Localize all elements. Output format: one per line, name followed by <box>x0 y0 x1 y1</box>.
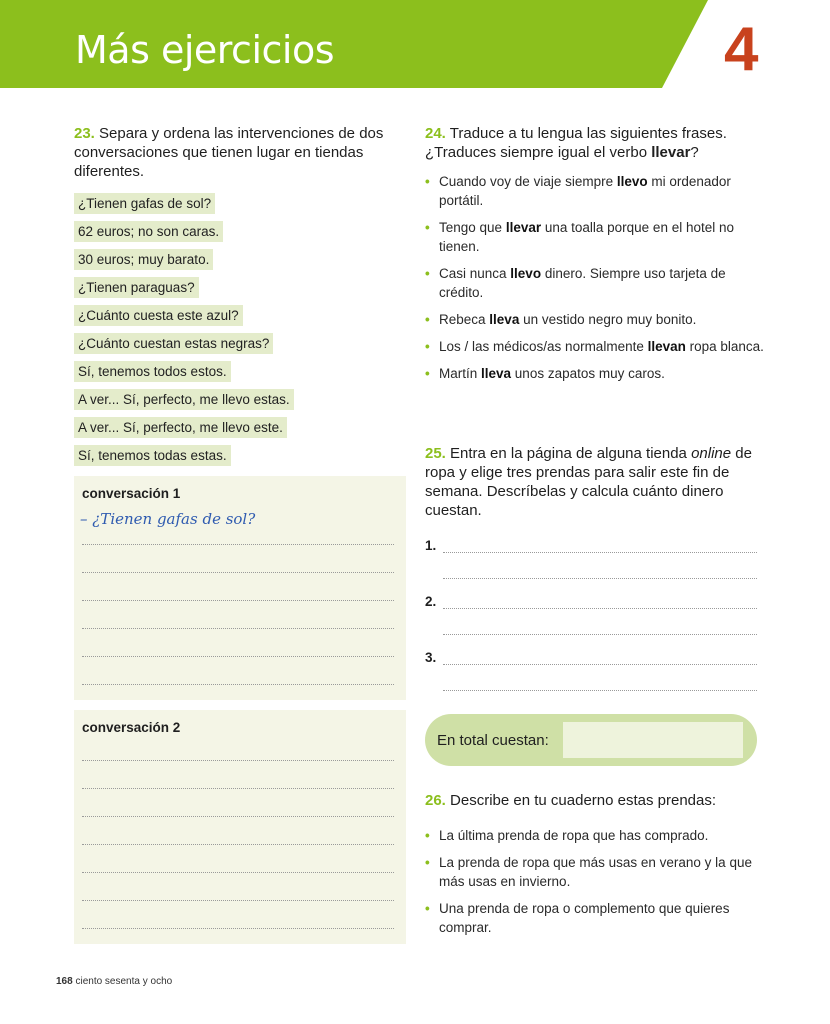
exercise-26-heading <box>425 791 761 810</box>
garment-list <box>425 826 761 937</box>
exercise-23-number: 23. <box>74 125 95 142</box>
exercise-26-instruction: Describe en tu cuaderno estas prendas: <box>450 792 717 809</box>
total-cost-input[interactable] <box>563 722 743 758</box>
list-item <box>74 361 404 389</box>
sentence-text: Casi nunca <box>439 266 511 281</box>
exercise-24-heading <box>425 124 765 162</box>
sentence-text: un vestido negro muy bonito. <box>519 312 697 327</box>
sentence-text: Cuando voy de viaje siempre <box>439 174 617 189</box>
sentence-verb: llevo <box>616 174 648 189</box>
answer-line[interactable] <box>82 684 394 685</box>
exercise-23-heading <box>74 124 404 181</box>
phrase-chip[interactable]: ¿Tienen gafas de sol? <box>74 193 215 214</box>
list-item <box>74 249 404 277</box>
exercise-24-number: 24. <box>425 125 446 142</box>
list-item <box>74 417 404 445</box>
exercise-24-instruction: Traduce a tu lengua las siguientes frases. ¿Traduces siempre igual el verbo <box>425 125 727 161</box>
sentence-verb: llevar <box>505 220 542 235</box>
conversation-1-example: – ¿Tienen gafas de sol? <box>80 510 256 528</box>
phrase-chip[interactable]: ¿Cuánto cuestan estas negras? <box>74 333 273 354</box>
exercise-25-number: 25. <box>425 445 446 462</box>
sentence-verb: llevo <box>510 266 542 281</box>
answer-number: 2. <box>425 594 437 609</box>
page-number: 168 <box>56 976 73 987</box>
list-item <box>425 337 765 356</box>
exercise-23-instruction: Separa y ordena las intervenciones de dos conversaciones que tienen lugar en tiendas diferentes. <box>74 125 384 180</box>
answer-line[interactable] <box>443 690 757 691</box>
list-item <box>74 193 404 221</box>
answer-line[interactable] <box>443 664 757 665</box>
answer-line[interactable] <box>82 872 394 873</box>
conversation-1-title: conversación 1 <box>82 486 181 501</box>
answer-line[interactable] <box>82 928 394 929</box>
phrase-chip[interactable]: Sí, tenemos todos estos. <box>74 361 231 382</box>
phrase-list <box>74 193 404 473</box>
answer-line[interactable] <box>82 600 394 601</box>
list-item <box>425 364 765 383</box>
answer-line[interactable] <box>443 552 757 553</box>
sentence-verb: lleva <box>489 312 520 327</box>
total-cost-label: En total cuestan: <box>437 732 549 749</box>
exercise-24 <box>425 124 765 391</box>
list-item: • Una prenda de ropa o complemento que quieres comprar. <box>425 899 761 937</box>
exercise-25-heading <box>425 444 761 520</box>
sentence-verb: lleva <box>481 366 512 381</box>
conversation-2-box <box>74 710 406 944</box>
exercise-23 <box>74 124 404 473</box>
answer-line[interactable] <box>82 760 394 761</box>
sentence-text: ropa blanca. <box>685 339 764 354</box>
exercise-26-number: 26. <box>425 792 446 809</box>
list-item: • La última prenda de ropa que has comprado. <box>425 826 761 845</box>
sentence-text: unos zapatos muy caros. <box>511 366 665 381</box>
list-item <box>74 221 404 249</box>
answer-line[interactable] <box>82 572 394 573</box>
answer-line[interactable] <box>82 628 394 629</box>
phrase-chip[interactable]: A ver... Sí, perfecto, me llevo estas. <box>74 389 294 410</box>
phrase-chip[interactable]: 62 euros; no son caras. <box>74 221 223 242</box>
list-item <box>425 218 765 256</box>
answer-number: 1. <box>425 538 437 553</box>
list-item: • La prenda de ropa que más usas en verano y la que más usas en invierno. <box>425 853 761 891</box>
sentence-verb: llevan <box>647 339 686 354</box>
answer-line[interactable] <box>443 634 757 635</box>
phrase-chip[interactable]: ¿Tienen paraguas? <box>74 277 199 298</box>
total-cost-box <box>425 714 757 766</box>
sentence-text: Martín <box>439 366 482 381</box>
answer-line[interactable] <box>82 816 394 817</box>
sentence-text: mi ordenador portátil. <box>439 174 731 208</box>
answer-line[interactable] <box>443 608 757 609</box>
exercise-26 <box>425 791 761 945</box>
phrase-chip[interactable]: Sí, tenemos todas estas. <box>74 445 231 466</box>
header-banner <box>0 0 830 90</box>
answer-line[interactable] <box>82 900 394 901</box>
page-title: Más ejercicios <box>75 28 334 72</box>
answer-line[interactable] <box>82 544 394 545</box>
list-item <box>74 277 404 305</box>
sentence-text: una toalla porque en el hotel no tienen. <box>439 220 734 254</box>
page-number-words: ciento sesenta y ocho <box>75 976 173 987</box>
sentence-text: dinero. Siempre uso tarjeta de crédito. <box>439 266 726 300</box>
list-item <box>74 333 404 361</box>
list-item <box>425 172 765 210</box>
answer-line[interactable] <box>82 788 394 789</box>
exercise-24-instruction-end: ? <box>690 144 699 161</box>
exercise-24-verb: llevar <box>651 144 691 161</box>
exercise-25-online: online <box>691 445 732 462</box>
sentence-list <box>425 172 765 383</box>
phrase-chip[interactable]: 30 euros; muy barato. <box>74 249 213 270</box>
conversation-2-title: conversación 2 <box>82 720 181 735</box>
phrase-chip[interactable]: ¿Cuánto cuesta este azul? <box>74 305 243 326</box>
list-item <box>74 445 404 473</box>
conversation-1-box <box>74 476 406 700</box>
sentence-text: Los / las médicos/as normalmente <box>439 339 648 354</box>
list-item <box>425 310 765 329</box>
answer-line[interactable] <box>82 844 394 845</box>
list-item <box>74 389 404 417</box>
list-item <box>74 305 404 333</box>
sentence-text: Rebeca <box>439 312 490 327</box>
exercise-25-instruction: Entra en la página de alguna tienda <box>450 445 692 462</box>
answer-number: 3. <box>425 650 437 665</box>
sentence-text: Tengo que <box>439 220 506 235</box>
page-footer <box>56 976 172 987</box>
unit-number: 4 <box>724 15 759 84</box>
answer-line[interactable] <box>443 578 757 579</box>
exercise-25-instruction-end: de ropa y elige tres prendas para salir este fin de semana. Descríbelas y calcula cuánto dinero cuestan. <box>425 445 752 519</box>
exercise-25 <box>425 444 761 520</box>
answer-line[interactable] <box>82 656 394 657</box>
list-item <box>425 264 765 302</box>
phrase-chip[interactable]: A ver... Sí, perfecto, me llevo este. <box>74 417 287 438</box>
